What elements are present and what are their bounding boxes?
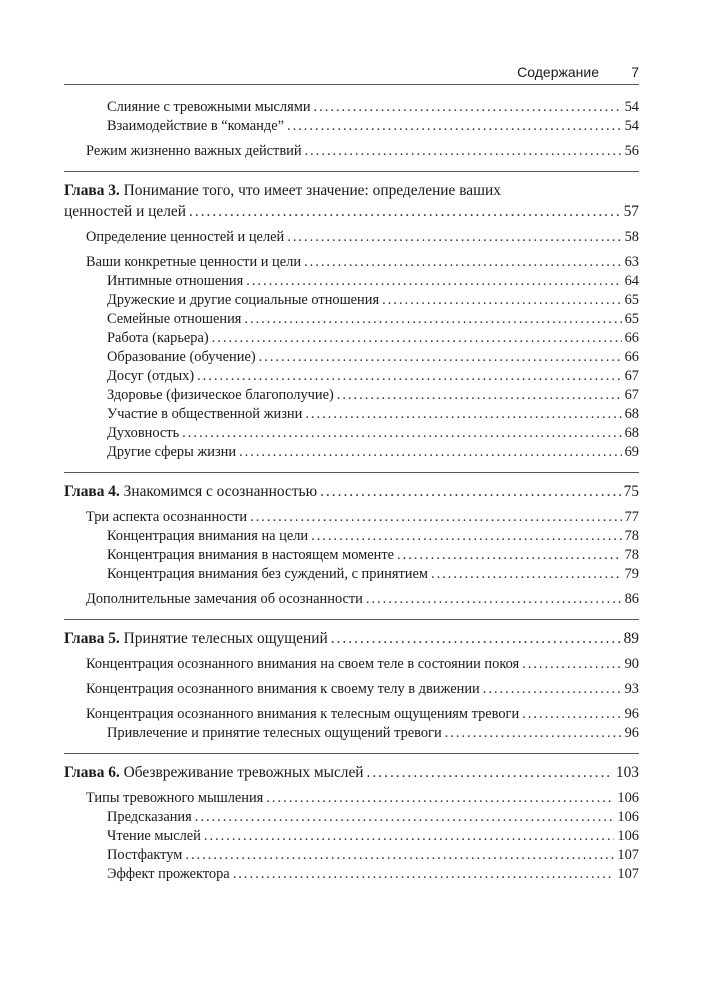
- chapter-6-title-wrap: [64, 762, 364, 783]
- toc-entry: [64, 424, 639, 443]
- chapter-divider: [64, 472, 639, 473]
- toc-leader-dots: [185, 846, 614, 865]
- toc-leader-dots: [397, 546, 622, 565]
- toc-entry: [64, 405, 639, 424]
- toc-leader-dots: [304, 253, 622, 272]
- toc-entry-label: Семейные отношения: [107, 311, 242, 327]
- toc-entry-label: Эффект прожектора: [107, 866, 230, 882]
- toc-leader-dots: [331, 628, 621, 649]
- toc-entry-page: 67: [624, 387, 639, 403]
- chapter-4-page: 75: [623, 483, 639, 500]
- chapter-4-title-wrap: [64, 481, 317, 502]
- toc-leader-dots: [239, 443, 622, 462]
- toc-entry: [64, 367, 639, 386]
- page-number: 7: [631, 64, 639, 80]
- toc-entry: [64, 142, 639, 161]
- toc-entry-page: 106: [617, 828, 639, 844]
- toc-entry-page: 78: [624, 528, 639, 544]
- toc-entry-page: 106: [617, 809, 639, 825]
- toc-entry-page: 96: [624, 725, 639, 741]
- chapter-3-title-line-1: [64, 180, 639, 201]
- toc-entry: [64, 846, 639, 865]
- toc-entry-label: Концентрация осознанного внимания к телесным ощущениям тревоги: [86, 706, 520, 722]
- toc-entry-label: Концентрация внимания в настоящем моменте: [107, 547, 395, 563]
- toc-entry-label: Интимные отношения: [107, 273, 244, 289]
- toc-entry-label: Концентрация внимания на цели: [107, 528, 309, 544]
- toc-entry-page: 66: [624, 330, 639, 346]
- toc-entry: [64, 865, 639, 884]
- toc-entry: [64, 508, 639, 527]
- chapter-6-prefix: Глава 6.: [64, 764, 120, 781]
- toc-entry: [64, 565, 639, 584]
- toc-entry-label: Постфактум: [107, 847, 183, 863]
- toc-entry-label: Досуг (отдых): [107, 368, 195, 384]
- chapter-5-title-wrap: [64, 628, 328, 649]
- toc-entry: [64, 527, 639, 546]
- toc-entry-label: Работа (карьера): [107, 330, 209, 346]
- toc-entry-label: Три аспекта осознанности: [86, 509, 248, 525]
- toc-entry-label: Ваши конкретные ценности и цели: [86, 254, 302, 270]
- toc-entry-page: 107: [617, 847, 639, 863]
- toc-entry: [64, 590, 639, 609]
- toc-entry: [64, 228, 639, 247]
- toc-entry: [64, 310, 639, 329]
- toc-entry-label: Образование (обучение): [107, 349, 256, 365]
- toc-leader-dots: [246, 272, 621, 291]
- toc-leader-dots: [182, 424, 621, 443]
- chapter-4-title: Знакомимся с осознанностью: [123, 483, 318, 500]
- toc-entry-page: 64: [624, 273, 639, 289]
- running-header-title: Содержание: [517, 64, 599, 80]
- toc-entry-page: 77: [624, 509, 639, 525]
- toc-entry: [64, 808, 639, 827]
- toc-leader-dots: [522, 705, 621, 724]
- toc-leader-dots: [445, 724, 622, 743]
- toc-leader-dots: [483, 680, 622, 699]
- toc-entry-label: Дружеские и другие социальные отношения: [107, 292, 380, 308]
- toc-entry-label: Типы тревожного мышления: [86, 790, 264, 806]
- chapter-4-heading: [64, 481, 639, 502]
- toc-entry: [64, 827, 639, 846]
- toc-entry: [64, 291, 639, 310]
- toc-leader-dots: [305, 405, 621, 424]
- running-header: [64, 62, 639, 85]
- toc-leader-dots: [431, 565, 622, 584]
- toc-entry-page: 78: [624, 547, 639, 563]
- toc-entry-label: Духовность: [107, 425, 180, 441]
- toc-entry-page: 107: [617, 866, 639, 882]
- toc-leader-dots: [204, 827, 615, 846]
- toc-entry-label: Определение ценностей и целей: [86, 229, 285, 245]
- chapter-3-title-continued: ценностей и целей: [64, 203, 186, 220]
- toc-leader-dots: [233, 865, 615, 884]
- toc-entry-label: Слияние с тревожными мыслями: [107, 99, 311, 115]
- chapter-5-page: 89: [623, 630, 639, 647]
- chapter-divider: [64, 171, 639, 172]
- toc-entry: [64, 443, 639, 462]
- toc-leader-dots: [382, 291, 622, 310]
- toc-entry-label: Здоровье (физическое благополучие): [107, 387, 334, 403]
- toc-leader-dots: [320, 481, 621, 502]
- toc-entry-label: Взаимодействие в “команде”: [107, 118, 284, 134]
- toc-leader-dots: [287, 117, 622, 136]
- toc-entry: [64, 680, 639, 699]
- toc-leader-dots: [266, 789, 614, 808]
- toc-entry-page: 68: [624, 425, 639, 441]
- chapter-3-prefix: Глава 3.: [64, 182, 120, 199]
- toc-leader-dots: [367, 762, 613, 783]
- toc-entry-label: Чтение мыслей: [107, 828, 201, 844]
- chapter-6-heading: [64, 762, 639, 783]
- chapter-6-title: Обезвреживание тревожных мыслей: [123, 764, 364, 781]
- toc-leader-dots: [189, 201, 621, 222]
- toc-entry-page: 63: [624, 254, 639, 270]
- toc-leader-dots: [366, 590, 622, 609]
- toc-entry-page: 86: [624, 591, 639, 607]
- chapter-5-title: Принятие телесных ощущений: [123, 630, 328, 647]
- toc-leader-dots: [314, 98, 622, 117]
- toc-entry-page: 65: [624, 292, 639, 308]
- toc-entry-page: 69: [624, 444, 639, 460]
- toc-leader-dots: [305, 142, 622, 161]
- toc-leader-dots: [337, 386, 622, 405]
- toc-entry: [64, 348, 639, 367]
- toc-entry-page: 68: [624, 406, 639, 422]
- toc-entry: [64, 272, 639, 291]
- toc-entry: [64, 724, 639, 743]
- toc-entry-label: Участие в общественной жизни: [107, 406, 303, 422]
- toc-entry: [64, 386, 639, 405]
- toc-entry-page: 54: [624, 99, 639, 115]
- toc-entry-label: Предсказания: [107, 809, 192, 825]
- toc-entry: [64, 789, 639, 808]
- chapter-3-title-line-2: [64, 201, 639, 222]
- chapter-5-heading: [64, 628, 639, 649]
- toc-leader-dots: [195, 808, 615, 827]
- toc-entry: [64, 329, 639, 348]
- chapter-3-page: 57: [623, 203, 639, 220]
- toc-entry-page: 67: [624, 368, 639, 384]
- toc-entry: [64, 117, 639, 136]
- toc-entry: [64, 98, 639, 117]
- chapter-6-page: 103: [615, 764, 639, 781]
- table-of-contents: [64, 98, 639, 884]
- toc-entry-page: 58: [624, 229, 639, 245]
- toc-entry-page: 90: [624, 656, 639, 672]
- toc-entry: [64, 546, 639, 565]
- chapter-5-prefix: Глава 5.: [64, 630, 120, 647]
- toc-entry-page: 106: [617, 790, 639, 806]
- toc-entry-page: 56: [624, 143, 639, 159]
- toc-leader-dots: [250, 508, 622, 527]
- toc-entry-page: 54: [624, 118, 639, 134]
- toc-entry-label: Концентрация осознанного внимания к своему телу в движении: [86, 681, 480, 697]
- toc-leader-dots: [522, 655, 621, 674]
- toc-leader-dots: [287, 228, 621, 247]
- toc-entry-page: 65: [624, 311, 639, 327]
- toc-entry-page: 79: [624, 566, 639, 582]
- chapter-4-prefix: Глава 4.: [64, 483, 120, 500]
- toc-leader-dots: [212, 329, 622, 348]
- toc-entry-label: Дополнительные замечания об осознанности: [86, 591, 363, 607]
- toc-entry-page: 66: [624, 349, 639, 365]
- toc-entry-label: Концентрация внимания без суждений, с принятием: [107, 566, 428, 582]
- toc-entry: [64, 655, 639, 674]
- chapter-divider: [64, 619, 639, 620]
- toc-entry: [64, 705, 639, 724]
- toc-leader-dots: [259, 348, 622, 367]
- toc-entry-label: Режим жизненно важных действий: [86, 143, 302, 159]
- chapter-divider: [64, 753, 639, 754]
- toc-entry-page: 96: [624, 706, 639, 722]
- toc-entry-label: Привлечение и принятие телесных ощущений тревоги: [107, 725, 442, 741]
- toc-entry: [64, 253, 639, 272]
- toc-leader-dots: [311, 527, 622, 546]
- toc-leader-dots: [244, 310, 621, 329]
- toc-leader-dots: [197, 367, 621, 386]
- toc-entry-label: Другие сферы жизни: [107, 444, 237, 460]
- toc-entry-label: Концентрация осознанного внимания на своем теле в состоянии покоя: [86, 656, 520, 672]
- toc-entry-page: 93: [624, 681, 639, 697]
- chapter-3-title: Понимание того, что имеет значение: определение ваших: [123, 182, 501, 199]
